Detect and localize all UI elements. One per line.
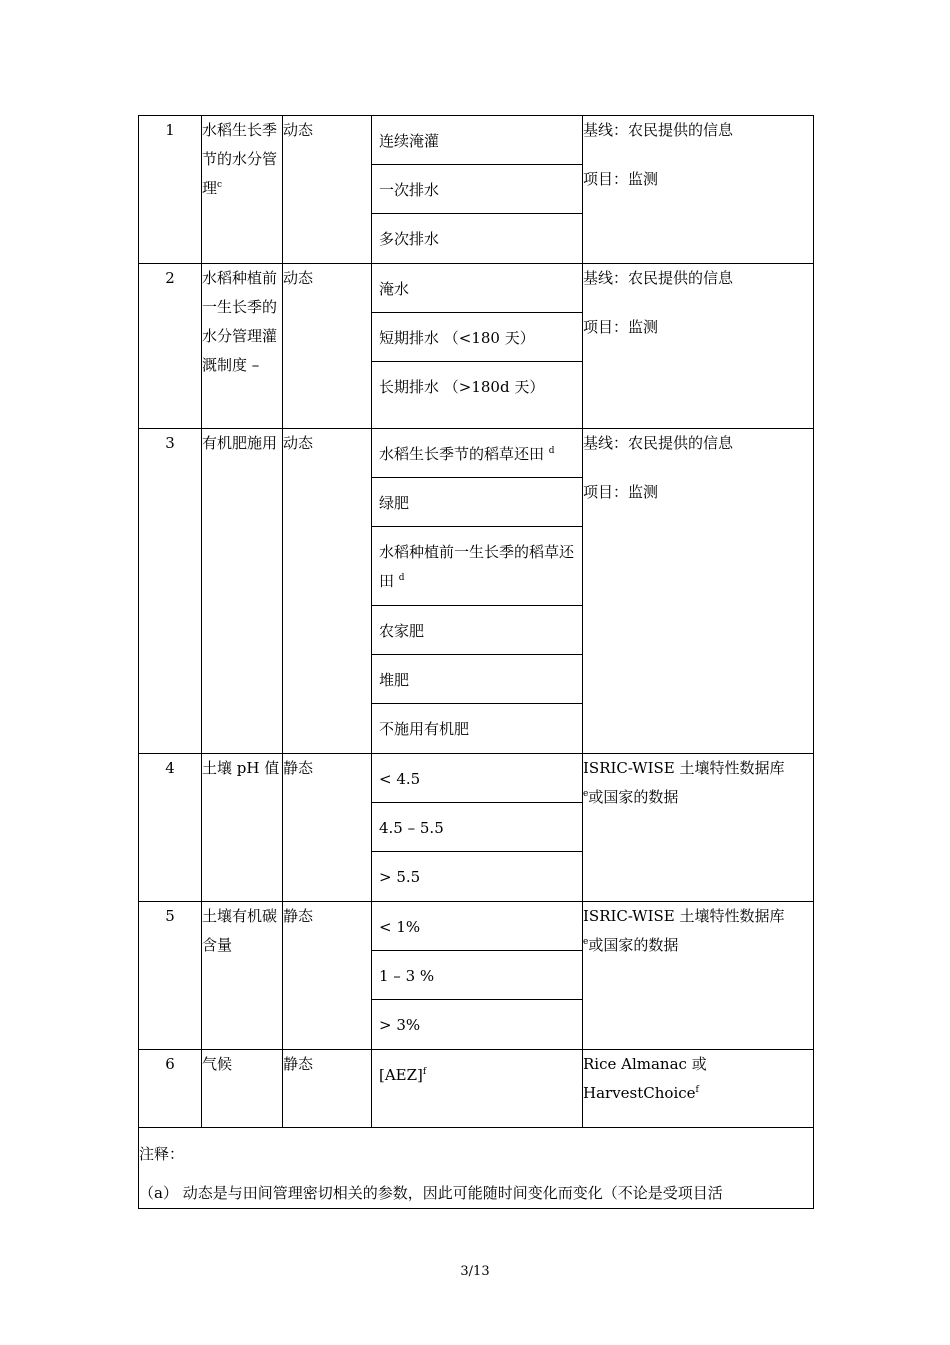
option-cell: 水稻生长季节的稻草还田 $^d$ xyxy=(372,429,583,478)
option-cell: 多次排水 xyxy=(372,214,583,264)
option-cell: < 1% xyxy=(372,902,583,951)
option-cell: < 4.5 xyxy=(372,754,583,803)
parameter-cell: 土壤有机碳含量 xyxy=(202,902,283,1050)
note-a: （a） 动态是与田间管理密切相关的参数，因此可能随时间变化而变化（不论是受项目活 xyxy=(139,1184,723,1202)
source-cell: ISRIC-WISE 土壤特性数据库 $^e$或国家的数据 xyxy=(583,902,814,1050)
option-cell: 连续淹灌 xyxy=(372,116,583,165)
option-cell: 绿肥 xyxy=(372,478,583,527)
option-cell: 淹水 xyxy=(372,264,583,313)
parameter-cell: 有机肥施用 xyxy=(202,429,283,754)
source-cell: 基线：农民提供的信息 项目：监测 xyxy=(583,116,814,264)
source-cell: 基线：农民提供的信息 项目：监测 xyxy=(583,264,814,429)
type-cell: 静态 xyxy=(283,902,372,1050)
parameter-cell: 气候 xyxy=(202,1050,283,1128)
type-cell: 动态 xyxy=(283,116,372,264)
source-cell: 基线：农民提供的信息 项目：监测 xyxy=(583,429,814,754)
row-number: 4 xyxy=(139,754,202,902)
type-cell: 静态 xyxy=(283,754,372,902)
row-number: 3 xyxy=(139,429,202,754)
table-row xyxy=(139,264,814,313)
option-cell: 水稻种植前一生长季的稻草还田 $^d$ xyxy=(372,527,583,606)
parameter-table xyxy=(138,115,814,1209)
option-cell: 1 – 3 % xyxy=(372,951,583,1000)
type-cell: 动态 xyxy=(283,429,372,754)
option-cell: 4.5 – 5.5 xyxy=(372,803,583,852)
option-cell: [AEZ]$^f$ xyxy=(372,1050,583,1128)
option-cell: 长期排水 （>180d 天） xyxy=(372,362,583,429)
page-number: 3/13 xyxy=(460,1264,490,1279)
option-cell: > 5.5 xyxy=(372,852,583,902)
type-cell: 动态 xyxy=(283,264,372,429)
parameter-cell: 土壤 pH 值 xyxy=(202,754,283,902)
table-row xyxy=(139,1050,814,1128)
parameter-cell: 水稻种植前一生长季的水分管理灌溉制度 – xyxy=(202,264,283,429)
row-number: 5 xyxy=(139,902,202,1050)
notes-row xyxy=(139,1128,814,1209)
notes-title: 注释： xyxy=(139,1145,185,1163)
table-row xyxy=(139,116,814,165)
option-cell: 一次排水 xyxy=(372,165,583,214)
table-row xyxy=(139,754,814,803)
option-cell: 堆肥 xyxy=(372,655,583,704)
table-row xyxy=(139,429,814,478)
type-cell: 静态 xyxy=(283,1050,372,1128)
option-cell: 不施用有机肥 xyxy=(372,704,583,754)
option-cell: > 3% xyxy=(372,1000,583,1050)
row-number: 1 xyxy=(139,116,202,264)
source-cell: ISRIC-WISE 土壤特性数据库 $^e$或国家的数据 xyxy=(583,754,814,902)
row-number: 2 xyxy=(139,264,202,429)
table-row xyxy=(139,902,814,951)
source-cell: Rice Almanac 或 HarvestChoice$^f$ xyxy=(583,1050,814,1128)
option-cell: 短期排水 （<180 天） xyxy=(372,313,583,362)
row-number: 6 xyxy=(139,1050,202,1128)
option-cell: 农家肥 xyxy=(372,606,583,655)
parameter-cell: 水稻生长季节的水分管理$^c$ xyxy=(202,116,283,264)
